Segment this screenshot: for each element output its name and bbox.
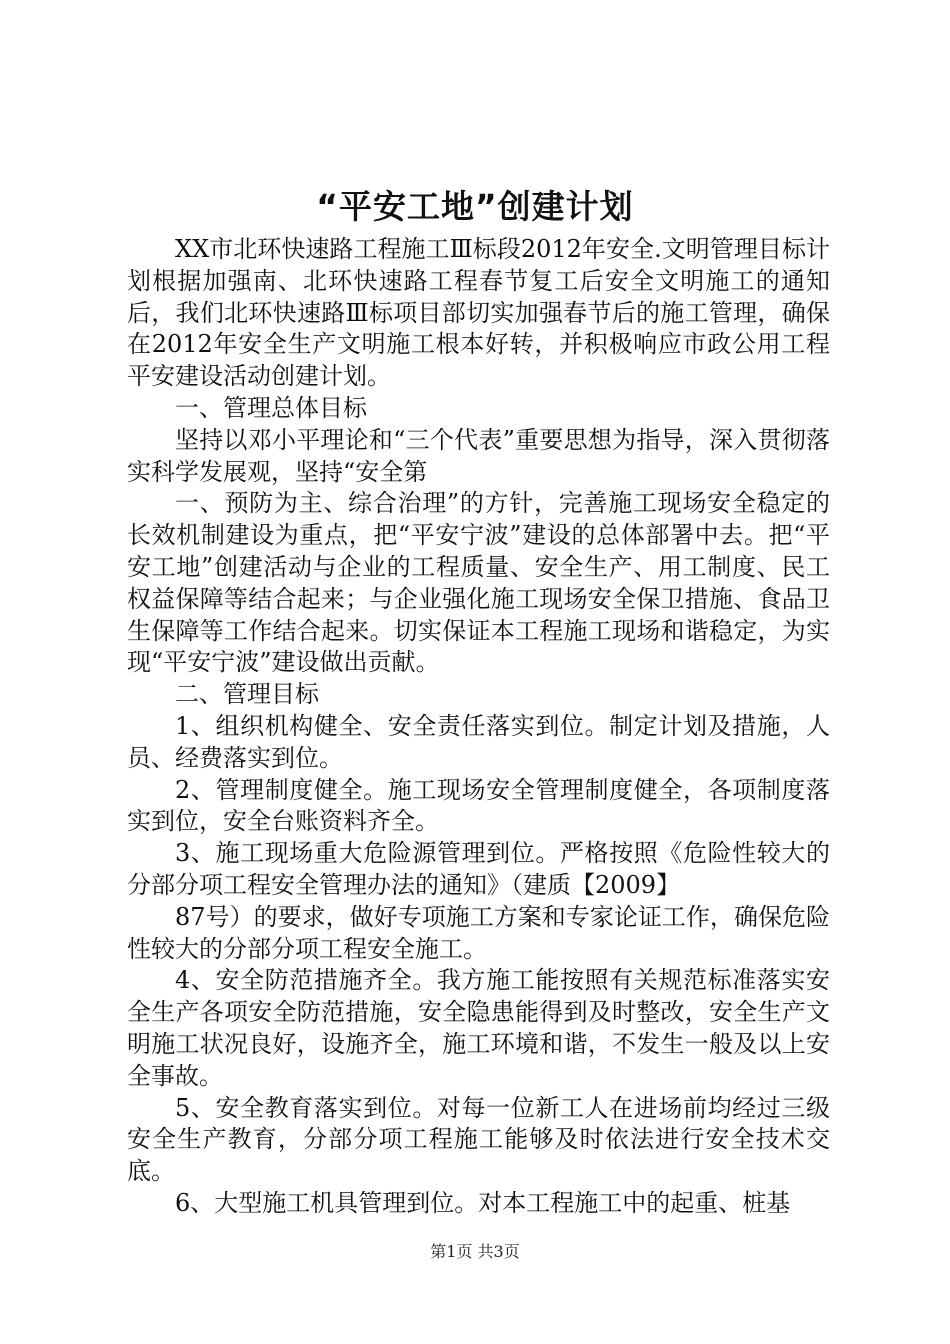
list-item: 1、组织机构健全、安全责任落实到位。制定计划及措施，人员、经费落实到位。 (127, 711, 830, 772)
section-heading-overall-goal: 一、管理总体目标 (175, 393, 367, 422)
list-item: 6、大型施工机具管理到位。对本工程施工中的起重、桩基 (175, 1188, 791, 1217)
list-item: 4、安全防范措施齐全。我方施工能按照有关规范标准落实安全生产各项安全防范措施，安全隐患能得到及时整改，安全生产文明施工状况良好，设施齐全，施工环境和谐，不发生一般及以上安全事故。 (127, 966, 830, 1090)
document-body (127, 234, 830, 1220)
list-item: 5、安全教育落实到位。对每一位新工人在进场前均经过三级安全生产教育，分部分项工程施工能够及时依法进行安全技术交底。 (127, 1093, 830, 1186)
paragraph: 坚持以邓小平理论和“三个代表”重要思想为指导，深入贯彻落实科学发展观，坚持“安全第 (127, 425, 830, 486)
list-item: 2、管理制度健全。施工现场安全管理制度健全，各项制度落实到位，安全台账资料齐全。 (127, 775, 830, 836)
paragraph: 一、预防为主、综合治理”的方针，完善施工现场安全稳定的长效机制建设为重点，把“平安宁波”建设的总体部署中去。把“平安工地”创建活动与企业的工程质量、安全生产、用工制度、民工权益保障等结合起来；与企业强化施工现场安全保卫措施、食品卫生保障等工作结合起来。切实保证本工程施工现场和谐稳定，为实现“平安宁波”建设做出贡献。 (127, 489, 830, 677)
document-title: “平安工地”创建计划 (316, 187, 634, 226)
paragraph: 87号）的要求，做好专项施工方案和专家论证工作，确保危险性较大的分部分项工程安全施工。 (127, 902, 830, 963)
section-heading-management-goals: 二、管理目标 (175, 680, 319, 709)
paragraph-intro: XX市北环快速路工程施工Ⅲ标段2012年安全.文明管理目标计划根据加强南、北环快速路工程春节复工后安全文明施工的通知后，我们北环快速路Ⅲ标项目部切实加强春节后的施工管理，确保在2012年安全生产文明施工根本好转，并积极响应市政公用工程平安建设活动创建计划。 (127, 235, 830, 391)
page-number: 第1页 共3页 (430, 1242, 520, 1261)
list-item: 3、施工现场重大危险源管理到位。严格按照《危险性较大的分部分项工程安全管理办法的通知》（建质【2009】 (127, 839, 830, 899)
